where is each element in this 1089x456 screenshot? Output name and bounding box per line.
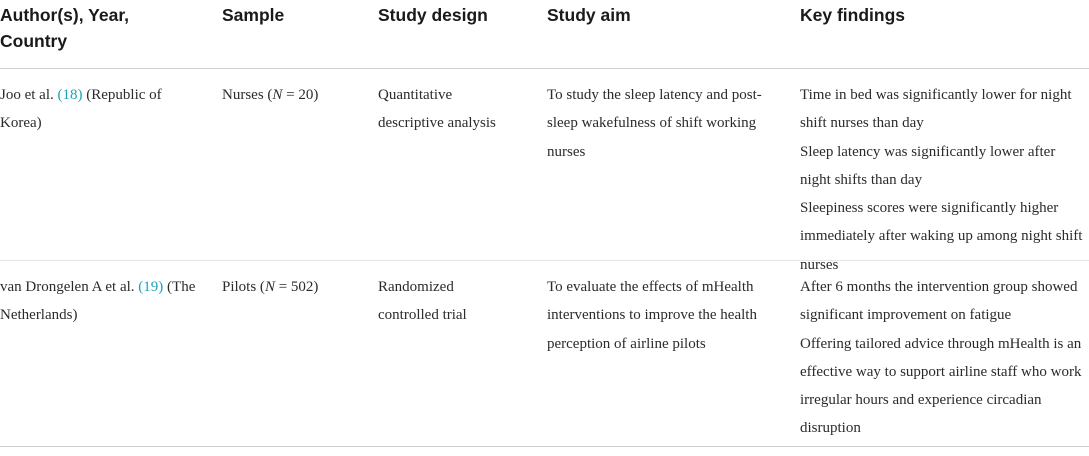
reference-link[interactable]: (19)	[138, 279, 164, 295]
finding-item: Time in bed was significantly lower for night shift nurses than day	[800, 87, 1072, 132]
sample-cell	[222, 273, 372, 301]
sample-label: Nurses (	[222, 87, 273, 103]
sample-cell	[222, 81, 372, 109]
sample-n-symbol: N	[264, 279, 275, 295]
study-aim-cell: To study the sleep latency and post-sleep wakefulness of shift working nurses	[547, 87, 762, 160]
finding-item: After 6 months the intervention group showed significant improvement on fatigue	[800, 279, 1078, 324]
header-study-aim: Study aim	[547, 5, 631, 25]
author-cell	[0, 81, 185, 138]
header-study-design: Study design	[378, 5, 488, 25]
table-row	[0, 261, 1089, 447]
sample-label: Pilots (	[222, 279, 265, 295]
finding-item: Offering tailored advice through mHealth is an effective way to support airline staff who work irregular hours and experience circadian disruption	[800, 335, 1082, 437]
sample-n-symbol: N	[272, 87, 283, 103]
key-findings-cell	[800, 81, 1085, 279]
header-key-findings: Key findings	[800, 5, 906, 25]
key-findings-cell	[800, 273, 1085, 443]
author-name: van Drongelen A et al.	[0, 279, 135, 295]
study-aim-cell: To evaluate the effects of mHealth interventions to improve the health perception of airline pilots	[547, 279, 757, 352]
sample-size: = 20)	[282, 87, 319, 103]
table-header-row	[0, 0, 1089, 69]
author-country: (The Netherlands)	[0, 279, 196, 324]
author-country: (Republic of Korea)	[0, 87, 162, 132]
study-design-cell: Randomized controlled trial	[378, 279, 467, 324]
header-author: Author(s), Year, Country	[0, 5, 130, 51]
table-row	[0, 69, 1089, 273]
finding-item: Sleep latency was significantly lower after night shifts than day	[800, 143, 1056, 188]
author-name: Joo et al.	[0, 87, 54, 103]
finding-item: Sleepiness scores were significantly higher immediately after waking up among night shift nurses	[800, 200, 1083, 273]
header-sample: Sample	[222, 5, 285, 25]
sample-size: = 502)	[274, 279, 319, 295]
study-design-cell: Quantitative descriptive analysis	[378, 87, 496, 132]
reference-link[interactable]: (18)	[57, 87, 83, 103]
author-cell	[0, 273, 205, 330]
